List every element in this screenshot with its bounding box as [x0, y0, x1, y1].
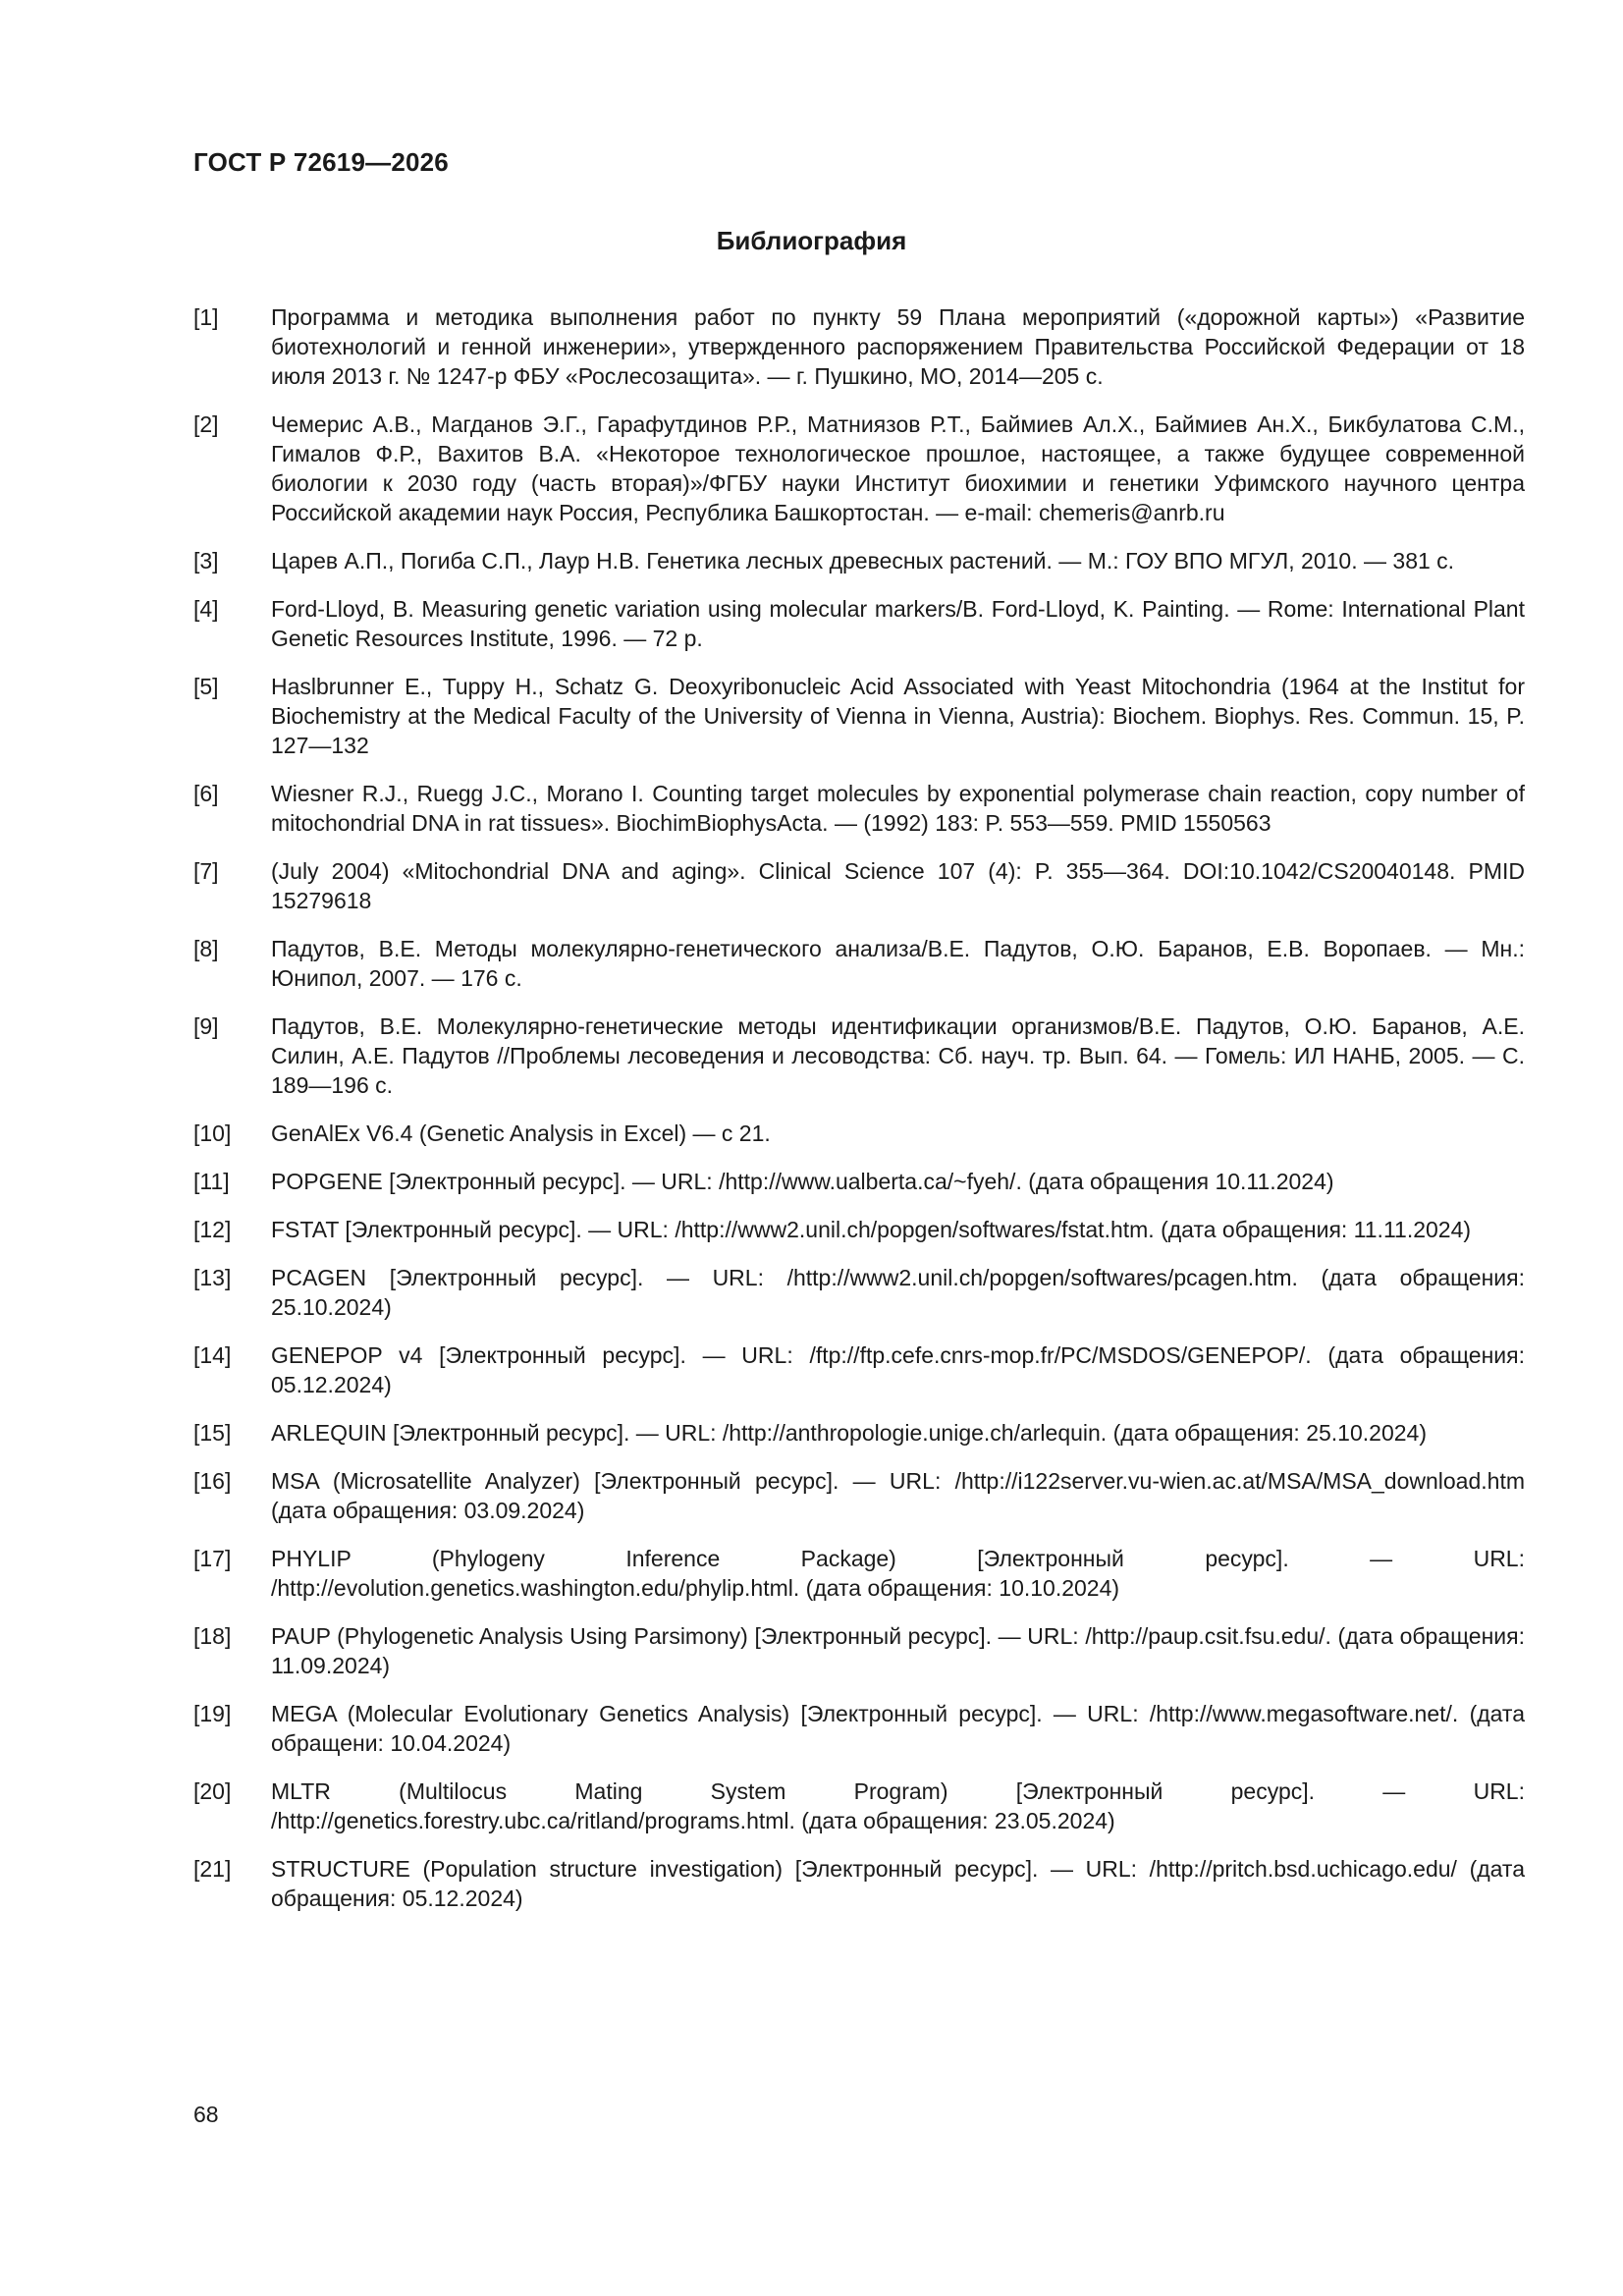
bibliography-entry-number: [14]	[193, 1342, 232, 1368]
bibliography-entry-text: GenAlEx V6.4 (Genetic Analysis in Excel) — с 21.	[271, 1121, 771, 1146]
document-header: ГОСТ Р 72619—2026	[193, 147, 449, 177]
bibliography-entry-number: [9]	[193, 1013, 219, 1039]
bibliography-entry-text: Падутов, В.Е. Методы молекулярно-генетического анализа/В.Е. Падутов, О.Ю. Баранов, Е.В. Воропаев. — Мн.: Юнипол, 2007. — 176 с.	[271, 936, 1525, 991]
bibliography-entry-number: [4]	[193, 596, 219, 622]
bibliography-entry-number: [3]	[193, 548, 219, 574]
bibliography-entry	[193, 594, 1525, 653]
bibliography-entry-text: MEGA (Molecular Evolutionary Genetics Analysis) [Электронный ресурс]. — URL: /http://www.megasoftware.net/. (дата обращени: 10.04.2024)	[271, 1701, 1525, 1756]
bibliography-entry-text: Программа и методика выполнения работ по пункту 59 Плана мероприятий («дорожной карты») «Развитие биотехнологий и генной инженерии», утвержденного распоряжением Правительства Российской Федерации от 18 июля 2013 г. № 1247-р ФБУ «Рослесозащита». — г. Пушкино, МО, 2014—205 с.	[271, 304, 1525, 389]
bibliography-entry	[193, 1340, 1525, 1399]
bibliography-entry-number: [19]	[193, 1701, 232, 1726]
bibliography-entry-number: [15]	[193, 1420, 232, 1446]
bibliography-entry-text: MSA (Microsatellite Analyzer) [Электронный ресурс]. — URL: /http://i122server.vu-wien.ac.at/MSA/MSA_download.htm (дата обращения: 03.09.2024)	[271, 1468, 1525, 1523]
bibliography-entry-text: Wiesner R.J., Ruegg J.C., Morano I. Counting target molecules by exponential polymerase chain reaction, copy number of mitochondrial DNA in rat tissues». BiochimBiophysActa. — (1992) 183: P. 553—559. PMID 1550563	[271, 781, 1525, 836]
bibliography-entry	[193, 546, 1525, 575]
bibliography-entry	[193, 1167, 1525, 1196]
bibliography-entry	[193, 1466, 1525, 1525]
bibliography-entry	[193, 934, 1525, 993]
bibliography-entry	[193, 1418, 1525, 1448]
bibliography-entry-text: STRUCTURE (Population structure investigation) [Электронный ресурс]. — URL: /http://pritch.bsd.uchicago.edu/ (дата обращения: 05.12.2024)	[271, 1856, 1525, 1911]
bibliography-entry-text: ARLEQUIN [Электронный ресурс]. — URL: /http://anthropologie.unige.ch/arlequin. (дата обращения: 25.10.2024)	[271, 1420, 1427, 1446]
bibliography-entry	[193, 410, 1525, 527]
page-number: 68	[193, 2102, 219, 2127]
bibliography-entry	[193, 1011, 1525, 1100]
bibliography-entry	[193, 1699, 1525, 1758]
bibliography-entry-number: [5]	[193, 674, 219, 699]
bibliography-entry-number: [2]	[193, 411, 219, 437]
bibliography-entry-text: PHYLIP (Phylogeny Inference Package) [Электронный ресурс]. — URL: /http://evolution.genetics.washington.edu/phylip.html. (дата обращения: 10.10.2024)	[271, 1546, 1525, 1601]
bibliography-entry-text: (July 2004) «Mitochondrial DNA and aging». Clinical Science 107 (4): P. 355—364. DOI:10.1042/CS20040148. PMID 15279618	[271, 858, 1525, 913]
bibliography-entry-number: [7]	[193, 858, 219, 884]
bibliography-entry-text: Царев А.П., Погиба С.П., Лаур Н.В. Генетика лесных древесных растений. — М.: ГОУ ВПО МГУЛ, 2010. — 381 с.	[271, 548, 1455, 574]
bibliography-entry-text: PAUP (Phylogenetic Analysis Using Parsimony) [Электронный ресурс]. — URL: /http://paup.csit.fsu.edu/. (дата обращения: 11.09.2024)	[271, 1623, 1525, 1678]
bibliography-entry	[193, 1263, 1525, 1322]
bibliography-entry	[193, 1544, 1525, 1603]
bibliography-entry	[193, 1777, 1525, 1835]
bibliography-entry-number: [21]	[193, 1856, 232, 1882]
bibliography-entry-text: Чемерис А.В., Магданов Э.Г., Гарафутдинов Р.Р., Матниязов Р.Т., Баймиев Ал.Х., Баймиев Ан.Х., Бикбулатова С.М., Гималов Ф.Р., Вахитов В.А. «Некоторое технологическое прошлое, настоящее, а также будущее современной биологии к 2030 году (часть вторая)»/ФГБУ науки Институт биохимии и генетики Уфимского научного центра Российской академии наук Россия, Республика Башкортостан. — e-mail: chemeris@anrb.ru	[271, 411, 1525, 525]
bibliography-entry-number: [11]	[193, 1169, 230, 1194]
bibliography-entry-number: [13]	[193, 1265, 232, 1290]
bibliography-entry-number: [6]	[193, 781, 219, 806]
bibliography-entry-text: Haslbrunner E., Tuppy H., Schatz G. Deoxyribonucleic Acid Associated with Yeast Mitochondria (1964 at the Institut for Biochemistry at the Medical Faculty of the University of Vienna in Vienna, Austria): Biochem. Biophys. Res. Commun. 15, P. 127—132	[271, 674, 1525, 758]
bibliography-entry-number: [17]	[193, 1546, 232, 1571]
section-title: Библиография	[716, 226, 907, 255]
bibliography-entry-text: GENEPOP v4 [Электронный ресурс]. — URL: /ftp://ftp.cefe.cnrs-mop.fr/PC/MSDOS/GENEPOP/. (дата обращения: 05.12.2024)	[271, 1342, 1525, 1397]
bibliography-entry-number: [8]	[193, 936, 219, 961]
bibliography-entry-text: Ford-Lloyd, B. Measuring genetic variation using molecular markers/B. Ford-Lloyd, K. Painting. — Rome: International Plant Genetic Resources Institute, 1996. — 72 p.	[271, 596, 1525, 651]
bibliography-entry-number: [1]	[193, 304, 219, 330]
bibliography-entry	[193, 1215, 1525, 1244]
bibliography-entry-number: [16]	[193, 1468, 232, 1494]
bibliography-list	[193, 302, 1525, 1932]
bibliography-entry-text: MLTR (Multilocus Mating System Program) [Электронный ресурс]. — URL: /http://genetics.forestry.ubc.ca/ritland/programs.html. (дата обращения: 23.05.2024)	[271, 1778, 1525, 1833]
bibliography-entry	[193, 672, 1525, 760]
bibliography-entry	[193, 302, 1525, 391]
bibliography-entry-text: Падутов, В.Е. Молекулярно-генетические методы идентификации организмов/В.Е. Падутов, О.Ю. Баранов, А.Е. Силин, А.Е. Падутов //Проблемы лесоведения и лесоводства: Сб. науч. тр. Вып. 64. — Гомель: ИЛ НАНБ, 2005. — С. 189—196 с.	[271, 1013, 1525, 1098]
bibliography-entry	[193, 856, 1525, 915]
bibliography-entry-number: [18]	[193, 1623, 232, 1649]
bibliography-entry	[193, 1854, 1525, 1913]
bibliography-entry-text: POPGENE [Электронный ресурс]. — URL: /http://www.ualberta.ca/~fyeh/. (дата обращения 10.11.2024)	[271, 1169, 1334, 1194]
bibliography-entry-text: PCAGEN [Электронный ресурс]. — URL: /http://www2.unil.ch/popgen/softwares/pcagen.htm. (дата обращения: 25.10.2024)	[271, 1265, 1525, 1320]
bibliography-entry	[193, 1119, 1525, 1148]
bibliography-entry-text: FSTAT [Электронный ресурс]. — URL: /http://www2.unil.ch/popgen/softwares/fstat.htm. (дата обращения: 11.11.2024)	[271, 1217, 1472, 1242]
bibliography-entry	[193, 1621, 1525, 1680]
bibliography-entry-number: [10]	[193, 1121, 232, 1146]
bibliography-entry	[193, 779, 1525, 838]
bibliography-entry-number: [12]	[193, 1217, 232, 1242]
bibliography-entry-number: [20]	[193, 1778, 232, 1804]
